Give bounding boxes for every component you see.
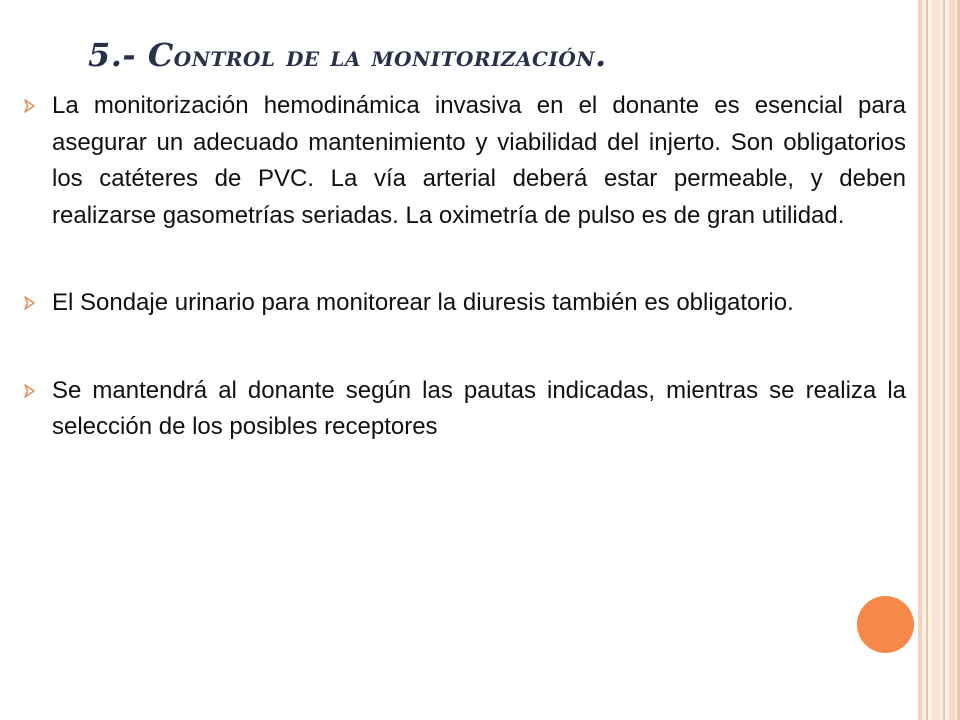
arrow-bullet-icon — [24, 88, 40, 124]
accent-circle — [857, 596, 914, 653]
bullet-item — [22, 88, 906, 234]
bullet-list — [22, 88, 906, 446]
bullet-text: Se mantendrá al donante según las pautas indicadas, mientras se realiza la selección de los posibles receptores — [52, 376, 906, 440]
arrow-bullet-icon — [24, 373, 40, 409]
arrow-bullet-icon — [24, 285, 40, 321]
title-text: ontrol de la monitorización — [173, 39, 596, 73]
title-period: . — [595, 36, 607, 74]
bullet-text: La monitorización hemodinámica invasiva en el donante es esencial para asegurar un adecuado mantenimiento y viabilidad del injerto. Son obligatorios los catéteres de PVC. La vía arterial deberá estar permeable, y deben realizarse gasometrías seriadas. La oximetría de pulso es de gran utilidad. — [52, 92, 906, 229]
slide-title — [88, 36, 888, 74]
bullet-text: El Sondaje urinario para monitorear la diuresis también es obligatorio. — [52, 289, 794, 316]
bullet-item — [22, 373, 906, 446]
title-number: 5.- — [88, 36, 148, 74]
bullet-item — [22, 285, 906, 322]
decorative-stripes — [918, 0, 960, 720]
title-initial: C — [147, 36, 174, 74]
